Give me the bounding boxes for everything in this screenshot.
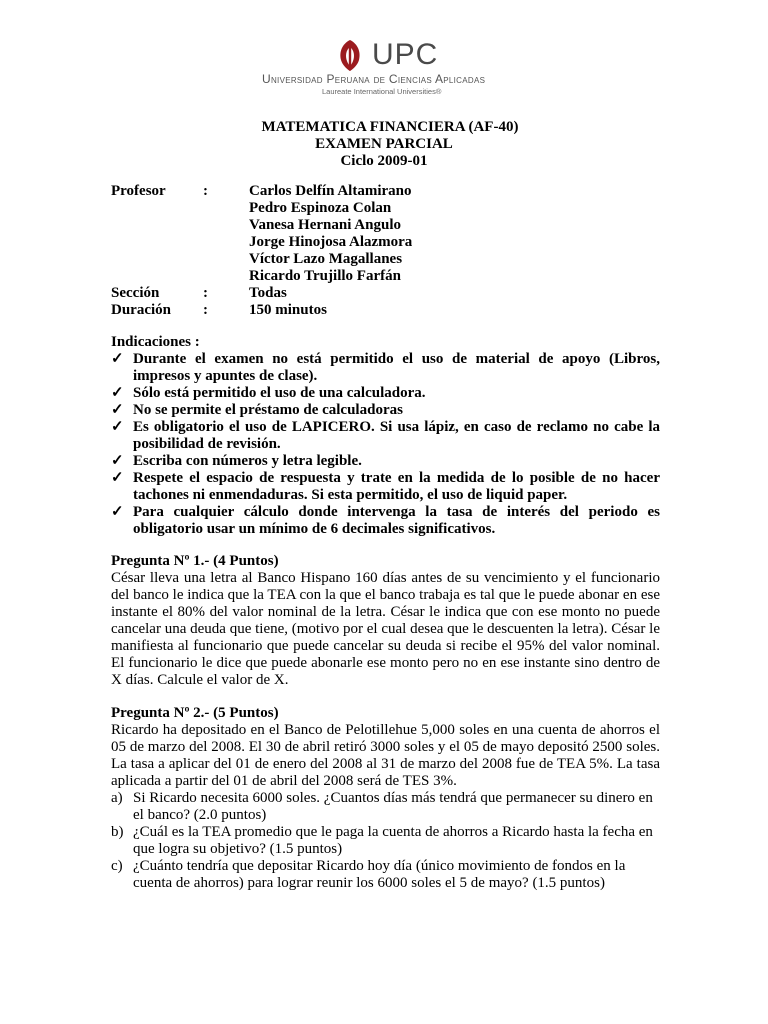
item-letter: b) (111, 824, 124, 840)
pregunta-1 (111, 553, 660, 689)
profesor-list (249, 183, 412, 285)
indicacion-text: Escriba con números y letra legible. (133, 453, 362, 469)
indicacion-text: Es obligatorio el uso de LAPICERO. Si usa lápiz, en caso de reclamo no cabe la posibilidad de revisión. (133, 419, 660, 452)
indicacion-item (111, 402, 660, 419)
checkmark-icon: ✓ (111, 419, 124, 435)
indicacion-text: Durante el examen no está permitido el uso de material de apoyo (Libros, impresos y apuntes de clase). (133, 351, 660, 384)
pregunta-2-title: Pregunta Nº 2.- (5 Puntos) (111, 705, 279, 721)
checkmark-icon: ✓ (111, 453, 124, 469)
duracion-value: 150 minutos (249, 302, 327, 318)
profesor-name: Víctor Lazo Magallanes (249, 251, 403, 267)
profesor-row (111, 183, 412, 285)
pregunta-1-title: Pregunta Nº 1.- (4 Puntos) (111, 553, 279, 569)
indicacion-item (111, 453, 660, 470)
indicaciones (111, 334, 660, 538)
pregunta-2 (111, 705, 660, 892)
item-letter: a) (111, 790, 123, 806)
logo-wordmark: UPC (372, 38, 439, 71)
colon: : (203, 285, 208, 301)
checkmark-icon: ✓ (111, 504, 124, 520)
exam-title: EXAMEN PARCIAL (315, 136, 453, 152)
profesor-name: Pedro Espinoza Colan (249, 200, 392, 216)
seccion-value: Todas (249, 285, 287, 301)
indicacion-text: Para cualquier cálculo donde intervenga la tasa de interés del periodo es obligatorio usar un mínimo de 6 decimales significativos. (133, 504, 660, 537)
upc-emblem-icon (336, 38, 364, 72)
indicacion-item (111, 385, 660, 402)
logo-university-name: Universidad Peruana de Ciencias Aplicadas (262, 72, 486, 86)
item-text: ¿Cuánto tendría que depositar Ricardo hoy día (único movimiento de fondos en la cuenta de ahorros) para lograr reunir los 6000 soles el 5 de mayo? (1.5 puntos) (133, 858, 626, 891)
seccion-row (111, 285, 412, 302)
course-title: MATEMATICA FINANCIERA (AF-40) (261, 119, 519, 135)
indicacion-text: No se permite el préstamo de calculadoras (133, 402, 403, 418)
colon: : (203, 302, 208, 318)
indicacion-item (111, 351, 660, 385)
duracion-label: Duración (111, 302, 171, 318)
indicacion-text: Sólo está permitido el uso de una calculadora. (133, 385, 426, 401)
colon: : (203, 183, 208, 199)
profesor-name: Ricardo Trujillo Farfán (249, 268, 401, 284)
pregunta-2-item (111, 858, 660, 892)
indicacion-item (111, 504, 660, 538)
indicacion-item (111, 470, 660, 504)
checkmark-icon: ✓ (111, 385, 124, 401)
checkmark-icon: ✓ (111, 470, 124, 486)
pregunta-2-text: Ricardo ha depositado en el Banco de Pelotillehue 5,000 soles en una cuenta de ahorros el 05 de marzo del 2008. El 30 de abril retiró 3000 soles y el 05 de mayo depositó 2500 soles. La tasa a aplicar del 01 de enero del 2008 al 31 de marzo del 2008 fue de TEA 5%. La tasa aplicada a partir del 01 de abril del 2008 será de TES 3%. (111, 722, 660, 789)
pregunta-2-item (111, 824, 660, 858)
pregunta-1-text: César lleva una letra al Banco Hispano 160 días antes de su vencimiento y el funcionario del banco le indica que la TEA con la que el banco trabaja es tal que le puede abonar en ese instante el 80% del valor nominal de la letra. César le indica que con ese monto no puede cancelar una deuda que tiene, (motivo por el cual desea que le descuenten la letra). César le manifiesta al funcionario que puede cancelar su deuda si recibe el 95% del valor nominal. El funcionario le dice que puede abonarle ese monto pero no en ese instante sino dentro de X días. Calcule el valor de X. (111, 570, 660, 688)
profesor-name: Vanesa Hernani Angulo (249, 217, 401, 233)
checkmark-icon: ✓ (111, 351, 124, 367)
indicacion-item (111, 419, 660, 453)
profesor-name: Jorge Hinojosa Alazmora (249, 234, 413, 250)
logo-network-name: Laureate International Universities® (322, 87, 442, 96)
duracion-row (111, 302, 412, 319)
checkmark-icon: ✓ (111, 402, 124, 418)
item-text: ¿Cuál es la TEA promedio que le paga la cuenta de ahorros a Ricardo hasta la fecha en que logra su objetivo? (1.5 puntos) (133, 824, 653, 857)
indicaciones-title: Indicaciones : (111, 334, 200, 350)
item-letter: c) (111, 858, 123, 874)
exam-info (111, 183, 412, 319)
pregunta-2-item (111, 790, 660, 824)
seccion-label: Sección (111, 285, 160, 301)
profesor-label: Profesor (111, 183, 166, 199)
profesor-name: Carlos Delfín Altamirano (249, 183, 412, 199)
indicacion-text: Respete el espacio de respuesta y trate en la medida de lo posible de no hacer tachones ni enmendaduras. Si esta permitido, el uso de liquid paper. (133, 470, 660, 503)
cycle-title: Ciclo 2009-01 (340, 153, 428, 169)
item-text: Si Ricardo necesita 6000 soles. ¿Cuantos días más tendrá que permanecer su dinero en el banco? (2.0 puntos) (133, 790, 653, 823)
